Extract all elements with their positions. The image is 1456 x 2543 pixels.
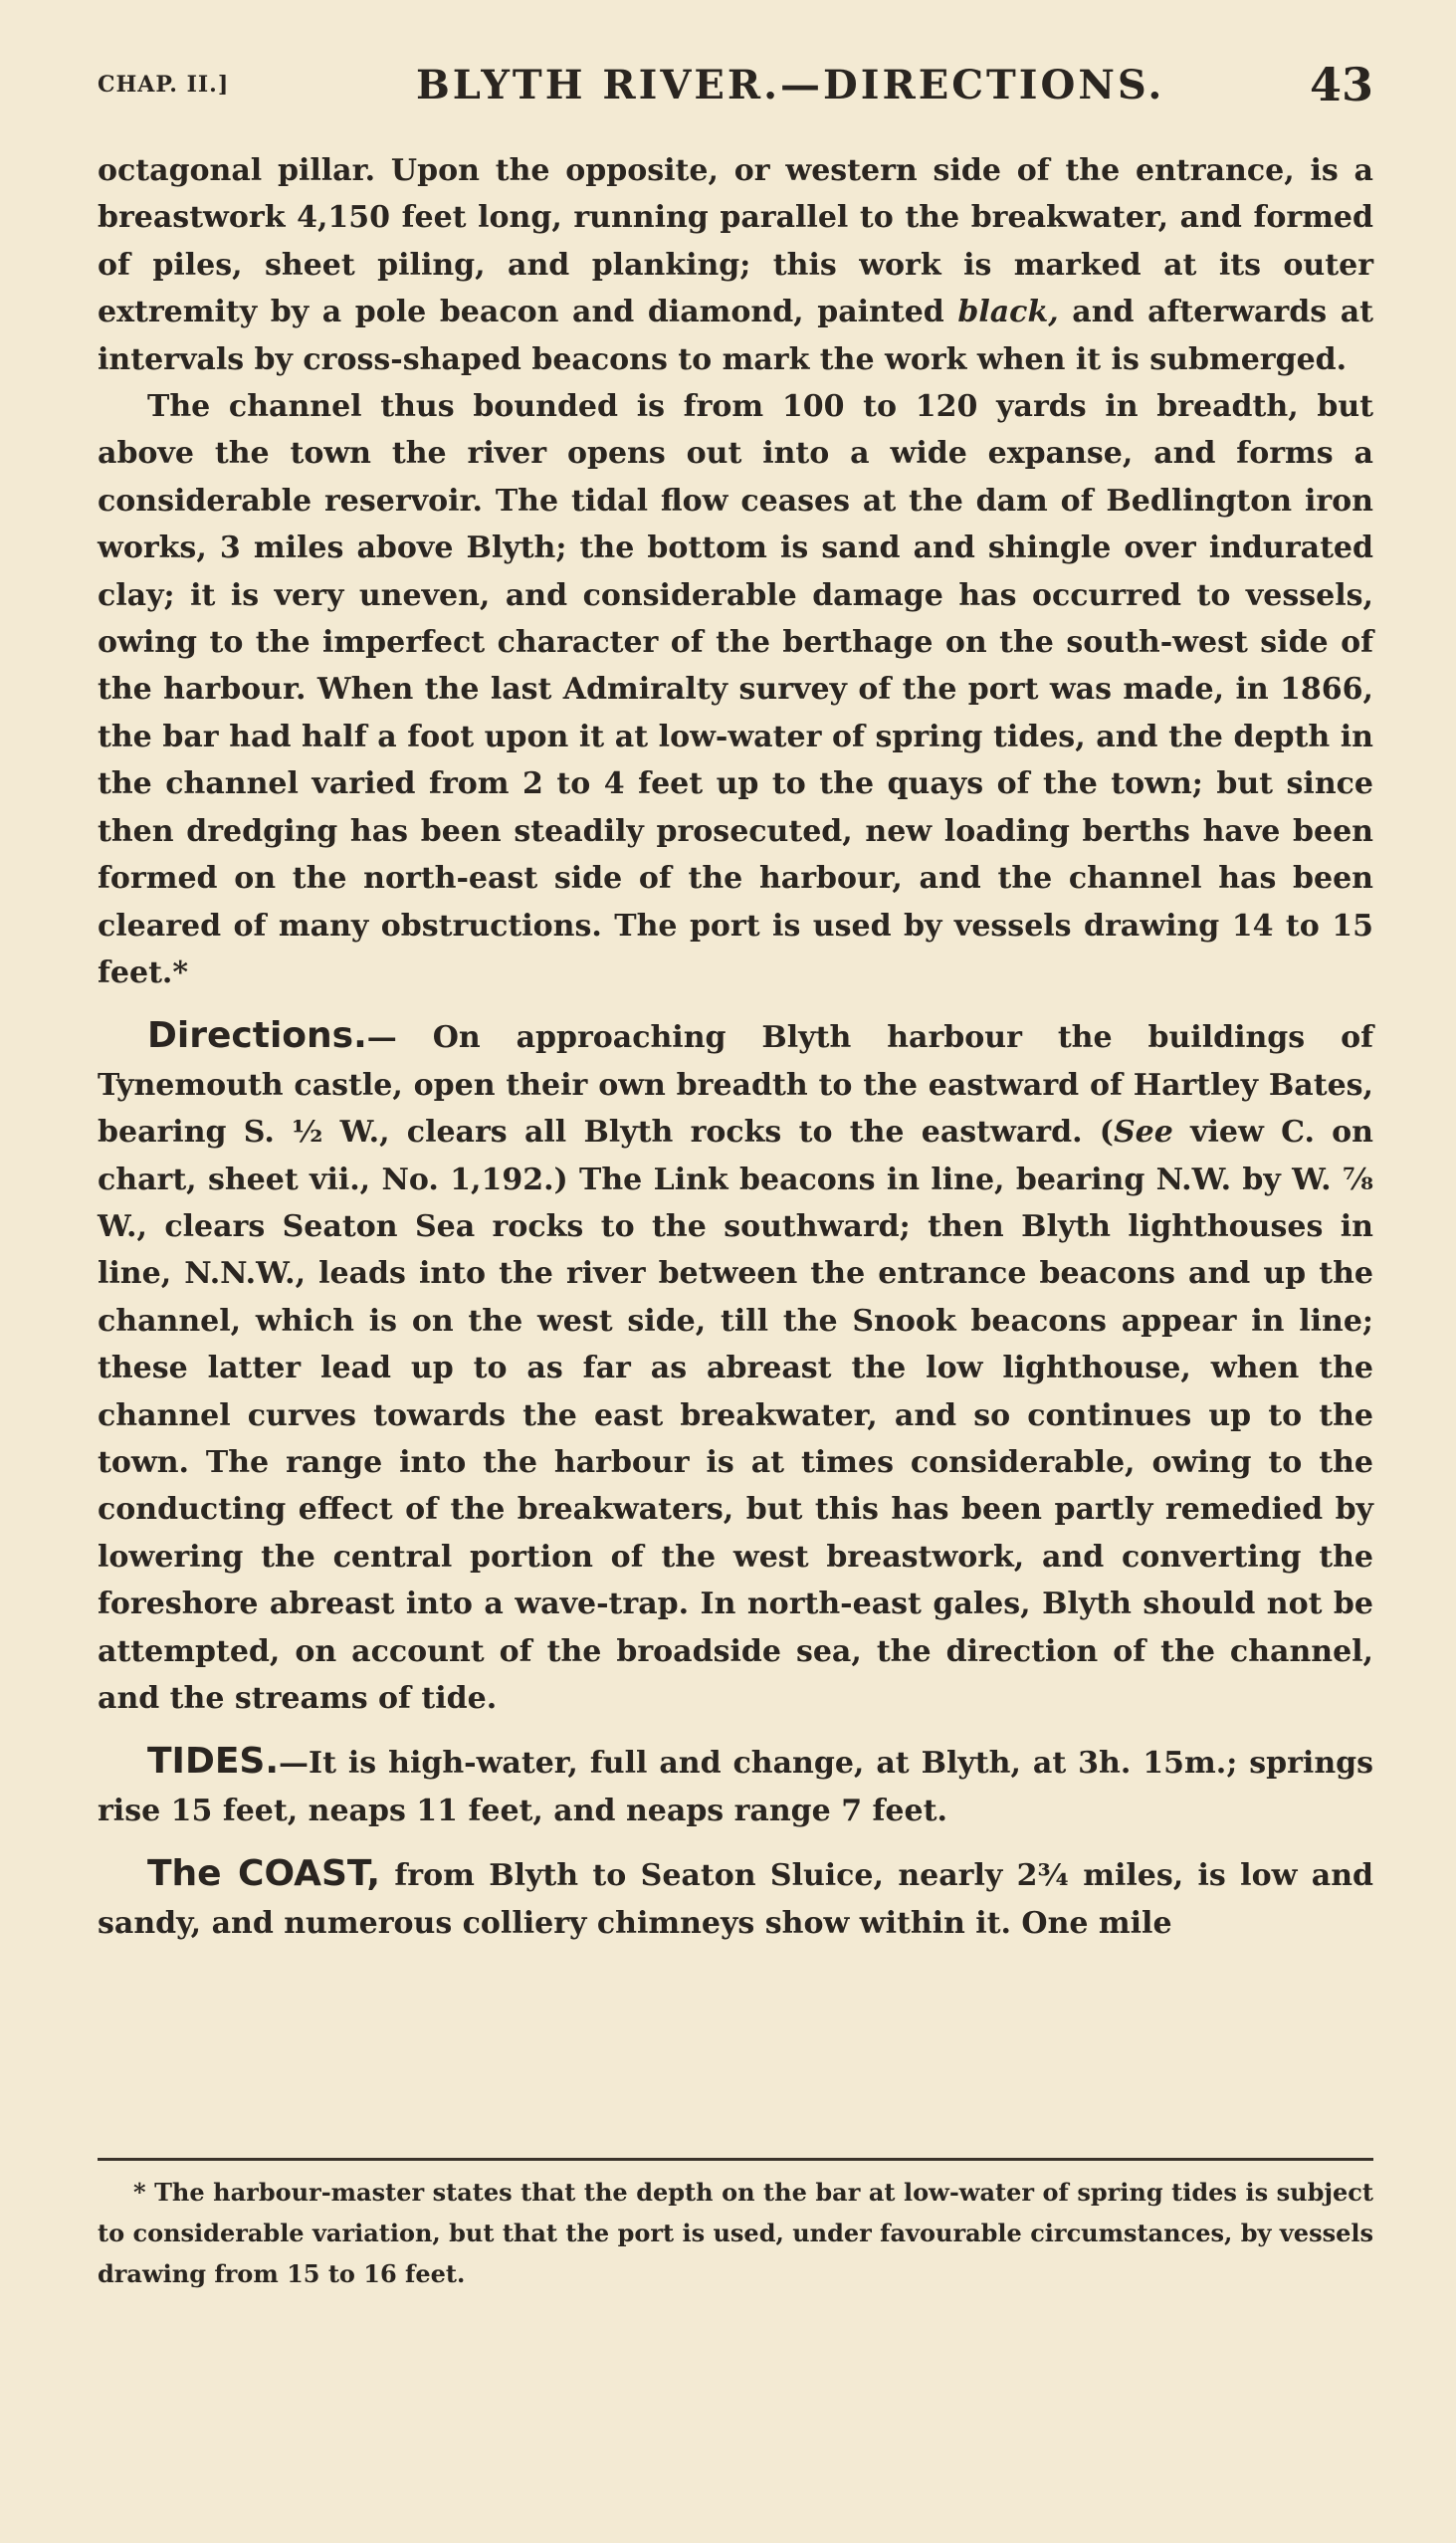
footnotes bbox=[98, 2172, 1373, 2294]
italic-word: black, bbox=[957, 295, 1059, 330]
paragraph-text: —It is high-water, full and change, at Blyth, at 3h. 15m.; springs rise 15 feet, neaps 11 feet, and neaps range 7 feet. bbox=[98, 1746, 1373, 1828]
directions-heading: Directions. bbox=[147, 1015, 367, 1057]
paragraph-directions bbox=[98, 1012, 1373, 1722]
chapter-marker: CHAP. II.] bbox=[98, 72, 230, 98]
tides-heading: TIDES. bbox=[147, 1741, 280, 1783]
paragraph-text: octagonal pillar. Upon the opposite, or western side of the entrance, is a breastwork 4,150 feet long, running parallel to the breakwater, and formed of piles, sheet piling, and planking; this work is marked at its outer extremity by a pole beacon and diamond, painted bbox=[98, 153, 1373, 330]
paragraph-coast bbox=[98, 1850, 1373, 1947]
page-number: 43 bbox=[1309, 58, 1373, 111]
paragraph-channel: The channel thus bounded is from 100 to 120 yards in breadth, but above the town the river opens out into a wide expanse, and forms a considerable reservoir. The tidal flow ceases at the dam of Bedlington iron works, 3 miles above Blyth; the bottom is sand and shingle over indurated clay; it is very uneven, and considerable damage has occurred to vessels, owing to the imperfect character of the berthage on the south-west side of the harbour. When the last Admiralty survey of the port was made, in 1866, the bar had half a foot upon it at low-water of spring tides, and the depth in the channel varied from 2 to 4 feet up to the quays of the town; but since then dredging has been steadily prosecuted, new loading berths have been formed on the north-east side of the harbour, and the channel has been cleared of many obstructions. The port is used by vessels drawing 14 to 15 feet.* bbox=[98, 389, 1373, 990]
body-text bbox=[98, 147, 1373, 1947]
paragraph-text: from Blyth to Seaton Sluice, nearly 2¾ miles, is low and sandy, and numerous colliery chimneys show within it. One mile bbox=[98, 1858, 1373, 1941]
italic-word: See bbox=[1113, 1115, 1173, 1151]
footnote-divider bbox=[98, 2158, 1373, 2161]
paragraph-tides bbox=[98, 1738, 1373, 1834]
paragraph-text: view C. on chart, sheet vii., No. 1,192.) The Link beacons in line, bearing N.W. by W. ⅞ W., clears Seaton Sea rocks to the southward; then Blyth lighthouses in line, N.N.W., leads into the river between the entrance beacons and up the channel, which is on the west side, till the Snook beacons appear in line; these latter lead up to as far as abreast the low lighthouse, when the channel curves towards the east breakwater, and so continues up to the town. The range into the harbour is at times considerable, owing to the conducting effect of the breakwaters, but this has been partly remedied by lowering the central portion of the west breastwork, and converting the foreshore abreast into a wave-trap. In north-east gales, Blyth should not be attempted, on account of the broadside sea, the direction of the channel, and the streams of tide. bbox=[98, 1115, 1373, 1716]
paragraph-breastwork bbox=[98, 147, 1373, 383]
page-title: BLYTH RIVER.—DIRECTIONS. bbox=[416, 62, 1165, 108]
running-head bbox=[98, 58, 1373, 117]
paragraph-text: — On approaching Blyth harbour the buildings of Tynemouth castle, open their own breadth to the eastward of Hartley Bates, bearing S. ½ W., clears all Blyth rocks to the eastward. ( bbox=[98, 1020, 1373, 1151]
footnote: * The harbour-master states that the depth on the bar at low-water of spring tides is subject to considerable variation, but that the port is used, under favourable circumstances, by vessels drawing from 15 to 16 feet. bbox=[98, 2178, 1373, 2288]
coast-heading: The COAST, bbox=[147, 1853, 381, 1895]
paragraph-text: and afterwards at intervals by cross-shaped beacons to mark the work when it is submerged. bbox=[98, 295, 1373, 377]
